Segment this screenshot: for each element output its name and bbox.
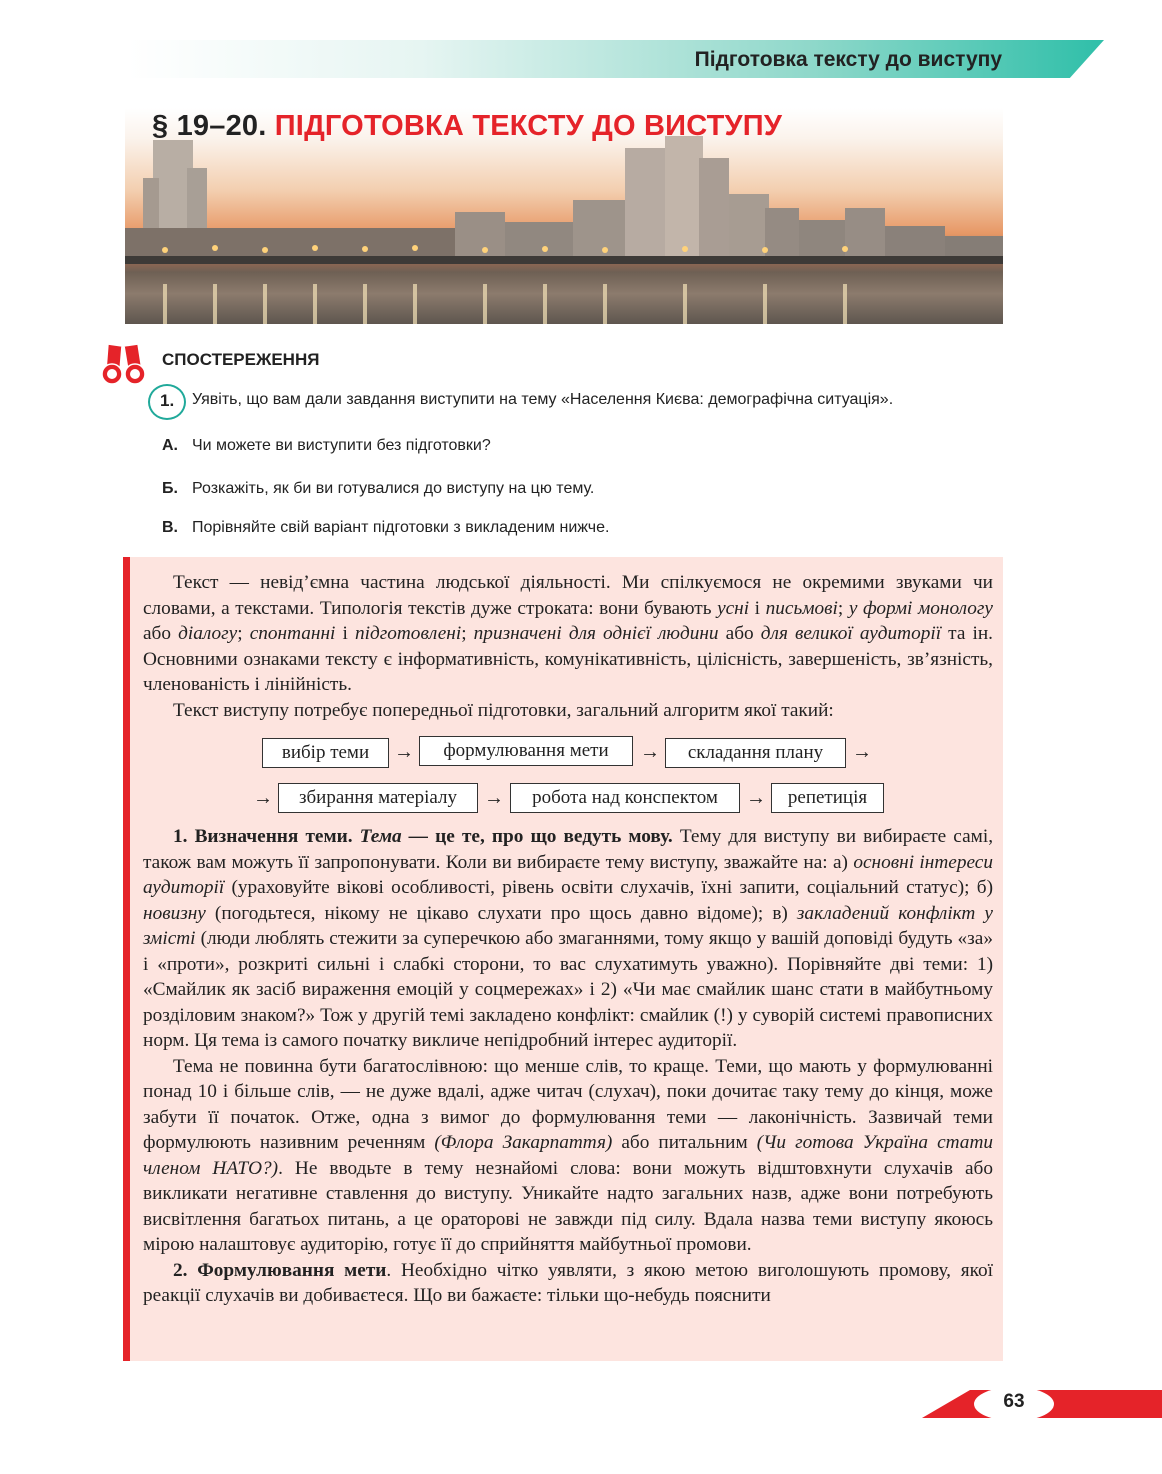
flow-arrow: → [394, 741, 414, 763]
flow-step-formulate-goal: формулювання мети [419, 736, 633, 766]
option-letter: Б. [162, 480, 178, 497]
running-header-title: Підготовка тексту до виступу [694, 48, 1002, 71]
flow-arrow: → [852, 741, 872, 763]
flow-step-rehearsal: репетиція [771, 783, 884, 813]
option-text: Чи можете ви виступити без підготовки? [192, 437, 491, 454]
section-number: § 19–20. [152, 110, 267, 142]
section-title [152, 110, 782, 143]
flow-step-choose-topic: вибір теми [262, 738, 389, 768]
flow-arrow: → [640, 741, 660, 763]
flow-arrow: → [484, 787, 504, 809]
page-number: 63 [1003, 1391, 1025, 1412]
section-title-text: ПІДГОТОВКА ТЕКСТУ ДО ВИСТУПУ [274, 110, 783, 142]
flow-arrow: → [253, 787, 273, 809]
flow-step-make-plan: складання плану [665, 738, 846, 768]
flow-step-collect-material: збирання матеріалу [278, 783, 478, 813]
option-c [162, 519, 609, 537]
paragraph: 2. Формулювання мети. Необхідно чітко уявляти, з якою метою виголошують промову, якої реакції слухачів ви добиваєтеся. Що ви бажаєте: тільки що-небудь пояснити [143, 1259, 993, 1306]
option-a [162, 437, 491, 455]
observation-label: СПОСТЕРЕЖЕННЯ [162, 350, 320, 369]
option-letter: В. [162, 519, 178, 536]
option-b [162, 480, 594, 498]
topic-section [143, 824, 993, 1309]
option-text: Порівняйте свій варіант підготовки з викладеним нижче. [192, 519, 610, 536]
paragraph: Текст виступу потребує попередньої підготовки, загальний алгоритм якої такий: [173, 699, 834, 721]
option-letter: А. [162, 437, 178, 454]
task-text: Уявіть, що вам дали завдання виступити на тему «Населення Києва: демографічна ситуація». [192, 391, 894, 408]
subsection-heading: 2. Формулювання мети [173, 1259, 387, 1281]
subsection-heading: 1. Визначення теми [173, 826, 348, 847]
option-text: Розкажіть, як би ви готувалися до виступу на цю тему. [192, 480, 595, 497]
binoculars-icon [98, 340, 150, 386]
flow-arrow: → [746, 787, 766, 809]
paragraph: Текст — невід’ємна частина людської діяльності. Ми спілкуємося не окремими звуками чи словами, а текстами. Типологія текстів дуже строката: вони бувають усні і письмові; у формі монологу або діалогу; спонтанні і підготовлені; призначені для однієї людини або для великої аудиторії та ін. Основними ознаками тексту є інформативність, комунікативність, цілісність, завершеність, зв’язність, членованість і лінійність. [143, 572, 993, 695]
task-number: 1. [160, 391, 175, 410]
paragraph: 1. Визначення теми. Тема — це те, про що ведуть мову. Тему для виступу ви вибираєте самі, також вам можуть її запропонувати. Коли ви вибираєте тему виступу, зважайте на: а) основні інтереси аудиторії (ураховуйте вікові особливості, рівень освіти слухачів, їхні запити, соціальний статус); б) новизну (погодьтеся, нікому не цікаво слухати про щось давно відоме); в) закладений конфлікт у змісті (люди люблять стежити за суперечкою або змаганнями, тому якщо у вашій доповіді будуть «за» і «проти», розкриті сильні і слабкі сторони, то вас слухатимуть уважно). Порівняйте дві теми: 1) «Смайлик як засіб вираження емоцій у соцмережах» і 2) «Чи має смайлик шанс стати в майбутньому розділовим знаком?» Тож у другій темі закладено конфлікт: смайлик (!) у суворій системі правописних норм. Ця тема із самого початку викличе непідробний інтерес аудиторії. [143, 826, 994, 1051]
paragraph: Тема не повинна бути багатослівною: що менше слів, то краще. Теми, що мають у формулюванні понад 10 і більше слів, — не дуже вдалі, адже читач (слухач), поки дочитає таку тему до кінця, може забути її початок. Отже, одна з вимог до формулювання теми — лаконічність. Зазвичай теми формулюють називним реченням (Флора Закарпаття) або питальним (Чи готова Україна стати членом НАТО?). Не вводьте в тему незнайомі слова: вони можуть відштовхнути слухачів або викликати негативне ставлення до виступу. Уникайте надто загальних назв, адже вони потребують висвітлення багатьох питань, а це ораторові не завжди під силу. Вдала назва теми виступу якоюсь мірою налаштовує аудиторію, готує її до сприйняття майбутньої промови. [143, 1055, 994, 1255]
intro-paragraphs [143, 570, 993, 723]
flow-step-write-notes: робота над конспектом [510, 783, 740, 813]
